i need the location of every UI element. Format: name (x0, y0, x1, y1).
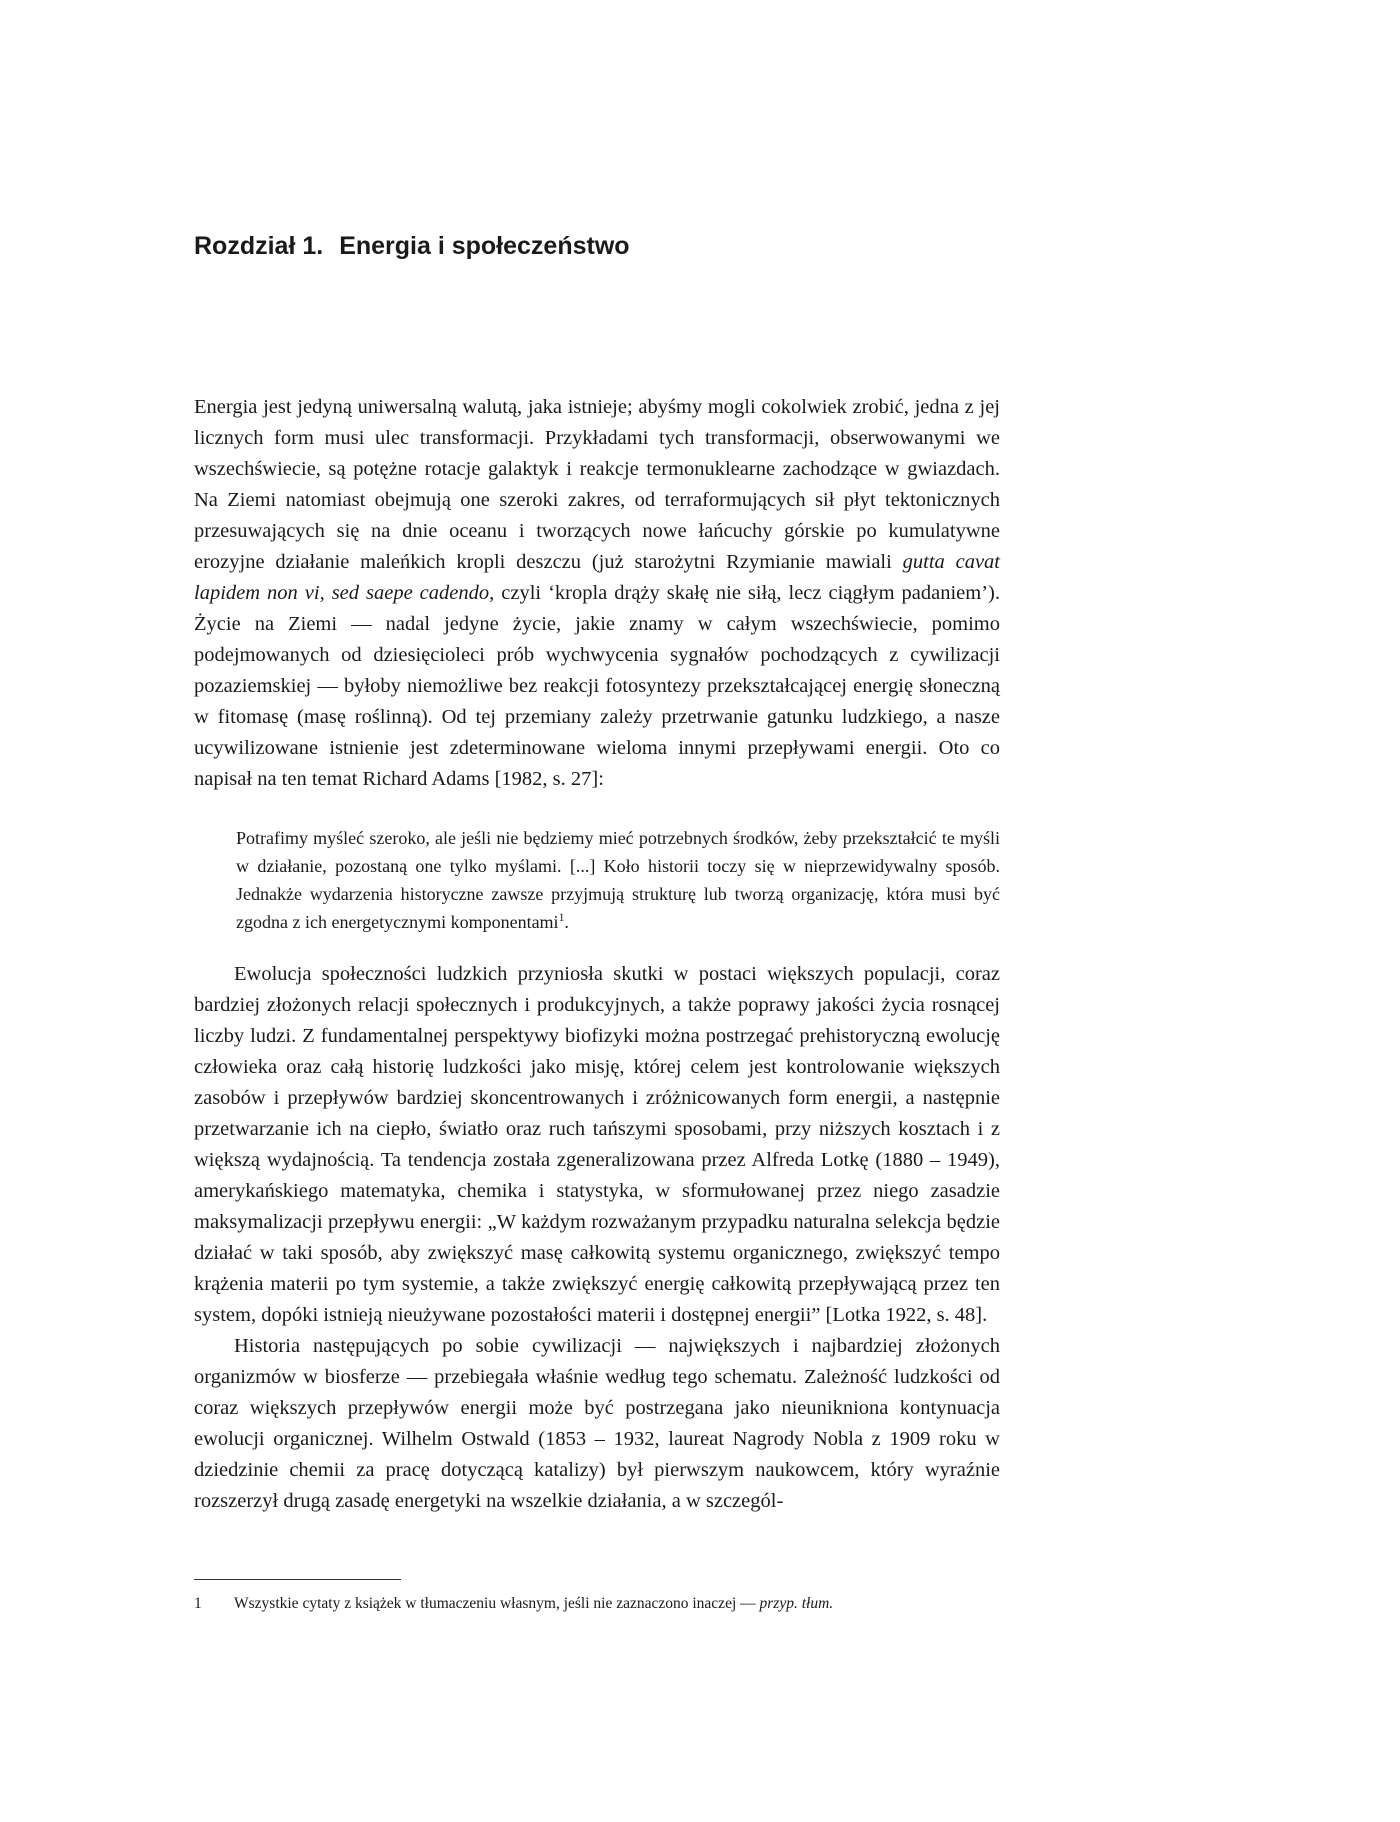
body-paragraph-1 (194, 392, 1000, 795)
footnote-text: Wszystkie cytaty z książek w tłumaczeniu własnym, jeśli nie zaznaczono inaczej — (234, 1595, 760, 1612)
block-quote (236, 824, 1000, 936)
body-section-2 (194, 959, 1000, 1517)
body-paragraph-2: Ewolucja społeczności ludzkich przyniosła skutki w postaci większych populacji, coraz bardziej złożonych relacji społecznych i produkcyjnych, a także poprawy jakości życia rosnącej liczby ludzi. Z fundamentalnej perspektywy biofizyki można postrzegać prehistoryczną ewolucję człowieka oraz całą historię ludzkości jako misję, której celem jest kontrolowanie większych zasobów i przepływów bardziej skoncentrowanych i zróżnicowanych form energii, a następnie przetwarzanie ich na ciepło, światło oraz ruch tańszymi sposobami, przy niższych kosztach i z większą wydajnością. Ta tendencja została zgeneralizowana przez Alfreda Lotkę (1880 – 1949), amerykańskiego matematyka, chemika i statystyka, w sformułowanej przez niego zasadzie maksymalizacji przepływu energii: „W każdym rozważanym przypadku naturalna selekcja będzie działać w taki sposób, aby zwiększyć masę całkowitą systemu organicznego, zwiększyć tempo krążenia materii po tym systemie, a także zwiększyć energię całkowitą przepływającą przez ten system, dopóki istnieją nieużywane pozostałości materii i dostępnej energii” [Lotka 1922, s. 48]. (194, 963, 1000, 1326)
quote-text: Potrafimy myśleć szeroko, ale jeśli nie będziemy mieć potrzebnych środków, żeby przekształcić te myśli w działanie, pozostaną one tylko myślami. [...] Koło historii toczy się w nieprzewidywalny sposób. Jednakże wydarzenia historyczne zawsze przyjmują strukturę lub tworzą organizację, która musi być zgodna z ich energetycznymi komponentami (236, 828, 1000, 932)
chapter-title (194, 232, 630, 261)
footnote-number: 1 (194, 1595, 202, 1612)
footnote-reference[interactable]: 1 (558, 911, 565, 924)
paragraph-1-text-a: Energia jest jedyną uniwersalną walutą, jaka istnieje; abyśmy mogli cokolwiek zrobić, jedna z jej licznych form musi ulec transformacji. Przykładami tych transformacji, obserwowanymi we wszechświecie, są potężne rotacje galaktyk i reakcje termonuklearne zachodzące w gwiazdach. Na Ziemi natomiast obejmują one szeroki zakres, od terraformujących sił płyt tektonicznych przesuwających się na dnie oceanu i tworzących nowe łańcuchy górskie po kumulatywne erozyjne działanie maleńkich kropli deszczu (już starożytni Rzymianie mawiali (194, 396, 1000, 573)
latin-phrase: gutta cavat lapidem non vi, sed saepe cadendo (194, 551, 1000, 604)
paragraph-1-text-b: , czyli ‘kropla drąży skałę nie siłą, lecz ciągłym padaniem’). Życie na Ziemi — nadal jedyne życie, jakie znamy w całym wszechświecie, pomimo podejmowanych od dziesięcioleci prób wychwycenia sygnałów pochodzących z cywilizacji pozaziemskiej — byłoby niemożliwe bez reakcji fotosyntezy przekształcającej energię słoneczną w fitomasę (masę roślinną). Od tej przemiany zależy przetrwanie gatunku ludzkiego, a nasze ucywilizowane istnienie jest zdeterminowane wieloma innymi przepływami energii. Oto co napisał na ten temat Richard Adams [1982, s. 27]: (194, 582, 1000, 790)
quote-end: . (564, 912, 569, 932)
footnote-divider (194, 1579, 401, 1580)
body-paragraph-3: Historia następujących po sobie cywilizacji — największych i najbardziej złożonych organizmów w biosferze — przebiegała właśnie według tego schematu. Zależność ludzkości od coraz większych przepływów energii może być postrzegana jako nieunikniona kontynuacja ewolucji organicznej. Wilhelm Ostwald (1853 – 1932, laureat Nagrody Nobla z 1909 roku w dziedzinie chemii za pracę dotyczącą katalizy) był pierwszym naukowcem, który wyraźnie rozszerzył drugą zasadę energetyki na wszelkie działania, a w szczegól- (194, 1335, 1000, 1512)
chapter-number: Rozdział 1. (194, 232, 324, 260)
footnote-emphasis: przyp. tłum. (759, 1595, 834, 1612)
chapter-name: Energia i społeczeństwo (339, 232, 630, 260)
footnote (194, 1593, 1000, 1615)
